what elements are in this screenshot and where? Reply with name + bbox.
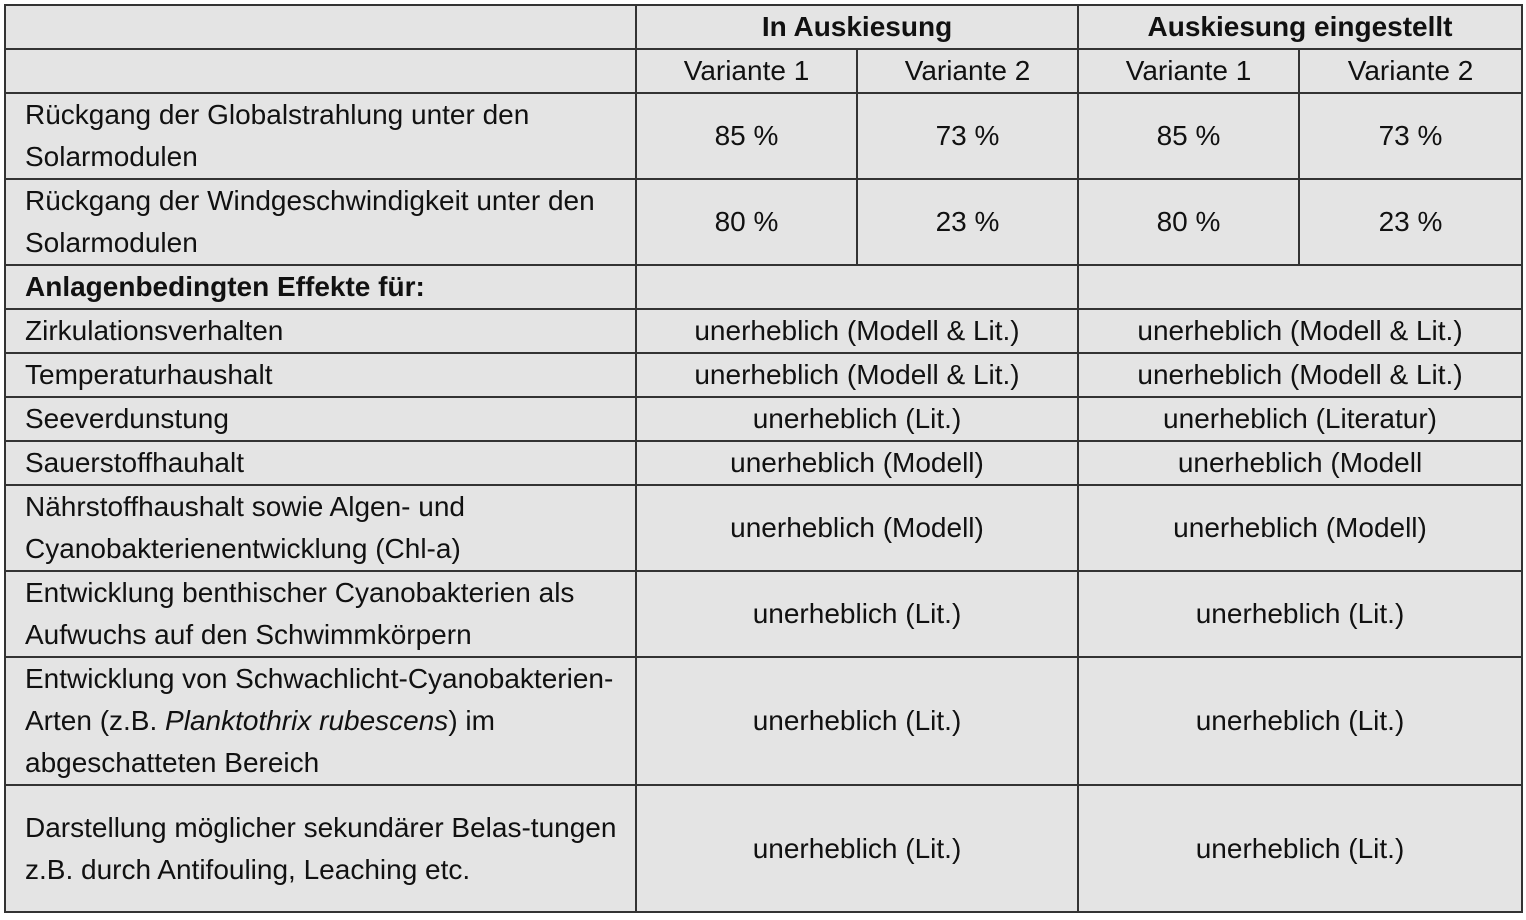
header-variant-2: Variante 2 xyxy=(1299,49,1522,93)
value-cell: 85 % xyxy=(636,93,857,179)
table-row-seeverdunstung xyxy=(5,397,1522,441)
row-label: Nährstoffhaushalt sowie Algen- und Cyanobakterienentwicklung (Chl-a) xyxy=(5,485,636,571)
value-cell-eingestellt: unerheblich (Modell) xyxy=(1078,485,1522,571)
section-heading: Anlagenbedingten Effekte für: xyxy=(5,265,636,309)
value-cell-in-auskiesung: unerheblich (Lit.) xyxy=(636,657,1078,785)
table-row-schwachlicht xyxy=(5,657,1522,785)
header-row-variants xyxy=(5,49,1522,93)
value-cell: 23 % xyxy=(1299,179,1522,265)
table-row-temperatur xyxy=(5,353,1522,397)
header-group-in-auskiesung: In Auskiesung xyxy=(636,5,1078,49)
table-row-zirkulation xyxy=(5,309,1522,353)
value-cell-eingestellt: unerheblich (Lit.) xyxy=(1078,571,1522,657)
table-row-effekte-heading xyxy=(5,265,1522,309)
value-cell-eingestellt: unerheblich (Modell & Lit.) xyxy=(1078,309,1522,353)
empty-cell xyxy=(1078,265,1522,309)
value-cell-in-auskiesung: unerheblich (Lit.) xyxy=(636,571,1078,657)
row-label xyxy=(5,657,636,785)
row-label: Entwicklung benthischer Cyanobakterien als Aufwuchs auf den Schwimmkörpern xyxy=(5,571,636,657)
row-label: Zirkulationsverhalten xyxy=(5,309,636,353)
header-group-auskiesung-eingestellt: Auskiesung eingestellt xyxy=(1078,5,1522,49)
header-empty-cell xyxy=(5,5,636,49)
value-cell: 73 % xyxy=(1299,93,1522,179)
row-label: Sauerstoffhauhalt xyxy=(5,441,636,485)
species-name: Planktothrix rubescens xyxy=(165,705,449,736)
value-cell-eingestellt: unerheblich (Literatur) xyxy=(1078,397,1522,441)
table-row-naehrstoff xyxy=(5,485,1522,571)
row-label: Rückgang der Globalstrahlung unter den Solarmodulen xyxy=(5,93,636,179)
row-label: Seeverdunstung xyxy=(5,397,636,441)
row-label: Rückgang der Windgeschwindigkeit unter den Solarmodulen xyxy=(5,179,636,265)
row-label-text: Entwicklung von Schwachlicht-Cyanobakterien-Arten (z.B. xyxy=(25,663,614,736)
value-cell-eingestellt: unerheblich (Modell xyxy=(1078,441,1522,485)
table-row-windgeschwindigkeit xyxy=(5,179,1522,265)
header-variant-1: Variante 1 xyxy=(636,49,857,93)
header-row-groups xyxy=(5,5,1522,49)
header-empty-cell xyxy=(5,49,636,93)
value-cell: 85 % xyxy=(1078,93,1299,179)
effects-table xyxy=(4,4,1523,913)
row-label: Darstellung möglicher sekundärer Belas-tungen z.B. durch Antifouling, Leaching etc. xyxy=(5,785,636,912)
table-row-sekundaer xyxy=(5,785,1522,912)
value-cell: 23 % xyxy=(857,179,1078,265)
value-cell-in-auskiesung: unerheblich (Modell) xyxy=(636,485,1078,571)
header-variant-1: Variante 1 xyxy=(1078,49,1299,93)
value-cell-in-auskiesung: unerheblich (Modell & Lit.) xyxy=(636,309,1078,353)
row-label-text: ) im abgeschatteten Bereich xyxy=(25,705,495,778)
value-cell-in-auskiesung: unerheblich (Modell) xyxy=(636,441,1078,485)
value-cell-in-auskiesung: unerheblich (Modell & Lit.) xyxy=(636,353,1078,397)
table-row-benthisch xyxy=(5,571,1522,657)
table-row-sauerstoff xyxy=(5,441,1522,485)
table-row-globalstrahlung xyxy=(5,93,1522,179)
row-label: Temperaturhaushalt xyxy=(5,353,636,397)
value-cell-eingestellt: unerheblich (Modell & Lit.) xyxy=(1078,353,1522,397)
value-cell-eingestellt: unerheblich (Lit.) xyxy=(1078,657,1522,785)
value-cell: 73 % xyxy=(857,93,1078,179)
header-variant-2: Variante 2 xyxy=(857,49,1078,93)
value-cell: 80 % xyxy=(1078,179,1299,265)
value-cell-eingestellt: unerheblich (Lit.) xyxy=(1078,785,1522,912)
value-cell-in-auskiesung: unerheblich (Lit.) xyxy=(636,397,1078,441)
empty-cell xyxy=(636,265,1078,309)
value-cell-in-auskiesung: unerheblich (Lit.) xyxy=(636,785,1078,912)
value-cell: 80 % xyxy=(636,179,857,265)
